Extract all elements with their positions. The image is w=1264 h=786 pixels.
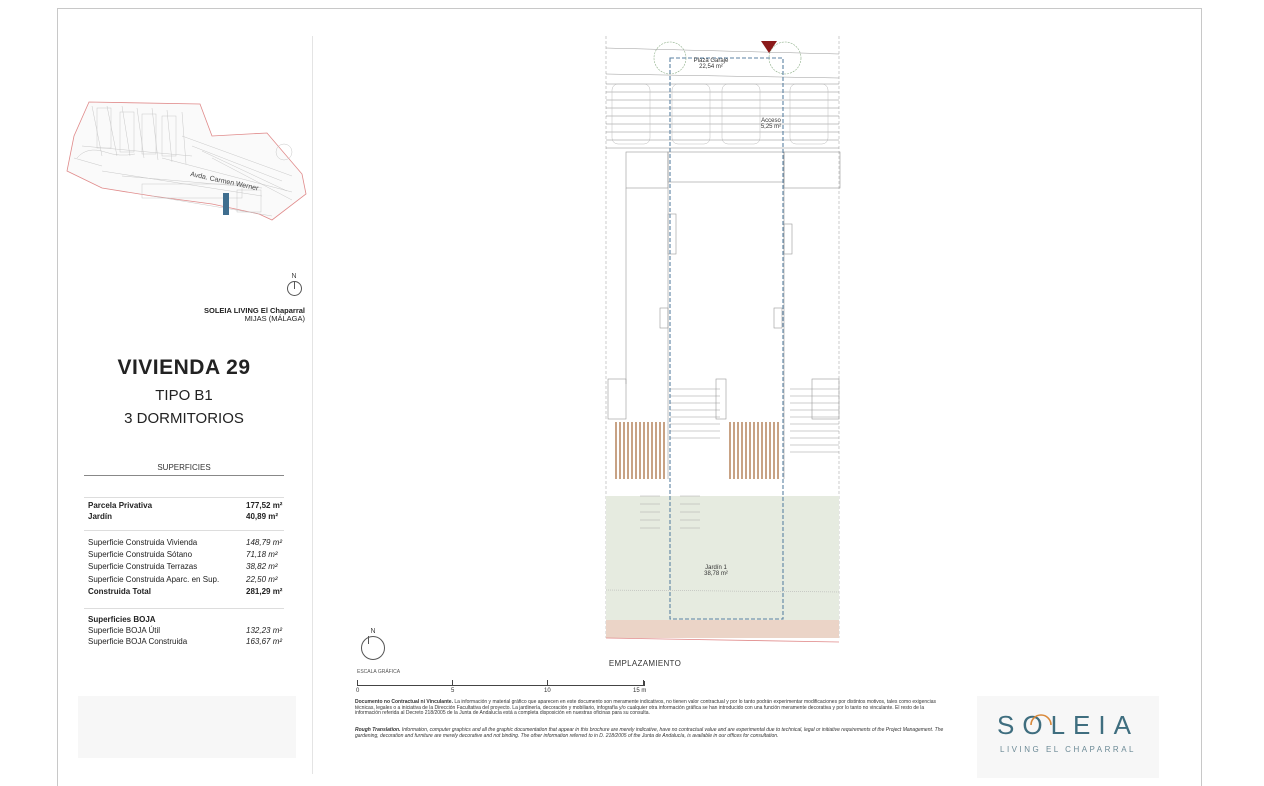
- logo-wordmark: SOLEIA: [997, 710, 1139, 740]
- disclaimer-es-title: Documento no Contractual ni Vinculante.: [355, 699, 453, 705]
- disclaimer-es-text: La información y material gráfico que aparecen en este documento son meramente indicativos, no tienen valor contractual y por lo tanto podrán experimentar modificaciones por distintos motivos, tales como exigencias técnicas, legales o a iniciativa de la Dirección Facultativa del proyecto. La jardinería, decoración y mobiliario, infografía y/o cualquier otra información gráfica se han introducido con una función meramente decorativa y por lo tanto no vinculante. El resto de la información referida al Decreto 218/2005 de la Junta de Andalucía está a completa disposición en nuestras oficinas para su consulta.: [355, 699, 937, 717]
- north-arrow-bottom: [360, 628, 386, 660]
- site-plan: [600, 34, 846, 650]
- surface-row: [88, 626, 288, 636]
- surface-value: 177,52 m²: [246, 501, 283, 510]
- surface-row: [88, 562, 288, 572]
- plan-caption: EMPLAZAMIENTO: [608, 659, 682, 668]
- surface-value: 22,50 m²: [246, 575, 278, 584]
- logo-subtitle: LIVING EL CHAPARRAL: [1000, 745, 1136, 754]
- scale-bar: [357, 681, 645, 686]
- boundary-band: [606, 620, 839, 638]
- surfaces-heading: SUPERFICIES: [84, 463, 284, 476]
- surface-row: [88, 512, 288, 522]
- scale-tick: [452, 680, 453, 685]
- access-name: Acceso: [761, 118, 781, 124]
- surface-value: 163,67 m²: [246, 637, 283, 646]
- scale-tick: [547, 680, 548, 685]
- surface-label: Superficie Construida Aparc. en Sup.: [88, 575, 220, 584]
- surface-label: Superficie BOJA Útil: [88, 626, 161, 635]
- scale-tick: [357, 680, 358, 685]
- scale-tick-label: 0: [356, 688, 360, 694]
- site-key-map: [62, 96, 312, 226]
- panel-divider: [312, 36, 313, 774]
- unit-type: TIPO B1: [155, 387, 213, 404]
- surface-value: 40,89 m²: [246, 512, 279, 521]
- surface-label: Superficie Construida Sótano: [88, 550, 193, 559]
- surface-value: 71,18 m²: [246, 550, 278, 559]
- garage-name: Plaza Garaje: [693, 58, 729, 64]
- scale-tick-label: 5: [451, 688, 455, 694]
- surface-row: [88, 550, 288, 560]
- project-name: SOLEIA LIVING El Chaparral: [204, 306, 305, 315]
- surface-value: 132,23 m²: [246, 626, 283, 635]
- surface-label: Superficie Construida Vivienda: [88, 538, 198, 547]
- surfaces-rule: [84, 497, 284, 498]
- surface-row: [88, 501, 288, 511]
- boja-heading: Superficies BOJA: [88, 615, 156, 624]
- surface-label: Jardín: [88, 512, 113, 521]
- logo-arc-icon: [1029, 712, 1053, 726]
- blank-panel: [78, 696, 296, 758]
- disclaimer-es: [355, 700, 950, 717]
- garden-area-value: 38,78 m²: [704, 571, 728, 577]
- surface-total-row: [88, 587, 288, 597]
- scale-title: ESCALA GRÁFICA: [357, 669, 401, 675]
- surface-label: Parcela Privativa: [88, 501, 153, 510]
- access-label: [756, 118, 786, 130]
- unit-title: VIVIENDA 29: [117, 356, 251, 379]
- surface-value: 148,79 m²: [246, 538, 283, 547]
- surface-value: 38,82 m²: [246, 562, 278, 571]
- entrance-marker-icon: [761, 41, 777, 53]
- disclaimer-en-text: Information, computer graphics and all the graphic documentation that appear in this brochure are merely indicative, have no contractual value and are experimental due to technical, legal or initiative requirements of the Project Management. The gardening, decoration and furniture are merely decorative and not binding. The other information referred to in D. 218/2005 of the Junta de Andalucía, is available in our offices for consultation.: [355, 727, 944, 739]
- boja-heading-row: [88, 615, 288, 625]
- surface-total-value: 281,29 m²: [246, 587, 283, 596]
- unit-29-highlight: [223, 193, 229, 215]
- north-label: N: [370, 628, 376, 635]
- soleia-logo: [977, 696, 1159, 778]
- surface-row: [88, 637, 288, 647]
- garden-area: [606, 496, 839, 620]
- north-arrow-icon: [287, 281, 302, 296]
- scale-tick: [643, 680, 644, 685]
- surface-total-label: Construida Total: [88, 587, 151, 596]
- north-arrow-icon: [361, 636, 385, 660]
- garden-label: [696, 565, 736, 577]
- project-location: MIJAS (MÁLAGA): [244, 314, 305, 323]
- garden-name: Jardín 1: [705, 565, 727, 571]
- north-arrow-top: [284, 273, 304, 296]
- garage-label: [686, 58, 736, 70]
- map-street-label: Avda. Carmen Werner: [189, 171, 259, 193]
- surface-label: Superficie Construida Terrazas: [88, 562, 198, 571]
- surfaces-rule: [84, 608, 284, 609]
- garage-area: 22,54 m²: [699, 64, 723, 70]
- scale-tick-label: 15 m: [633, 688, 647, 694]
- unit-bedrooms: 3 DORMITORIOS: [124, 410, 244, 427]
- surface-label: Superficie BOJA Construida: [88, 637, 188, 646]
- north-label: N: [291, 273, 297, 280]
- surface-row: [88, 575, 288, 585]
- surfaces-rule: [84, 530, 284, 531]
- access-area: 5,25 m²: [760, 124, 782, 130]
- disclaimer-en-title: Rough Translation.: [355, 727, 401, 733]
- scale-tick-label: 10: [544, 688, 551, 694]
- surface-row: [88, 538, 288, 548]
- disclaimer-en: [355, 728, 950, 739]
- project-name-block: [204, 307, 305, 323]
